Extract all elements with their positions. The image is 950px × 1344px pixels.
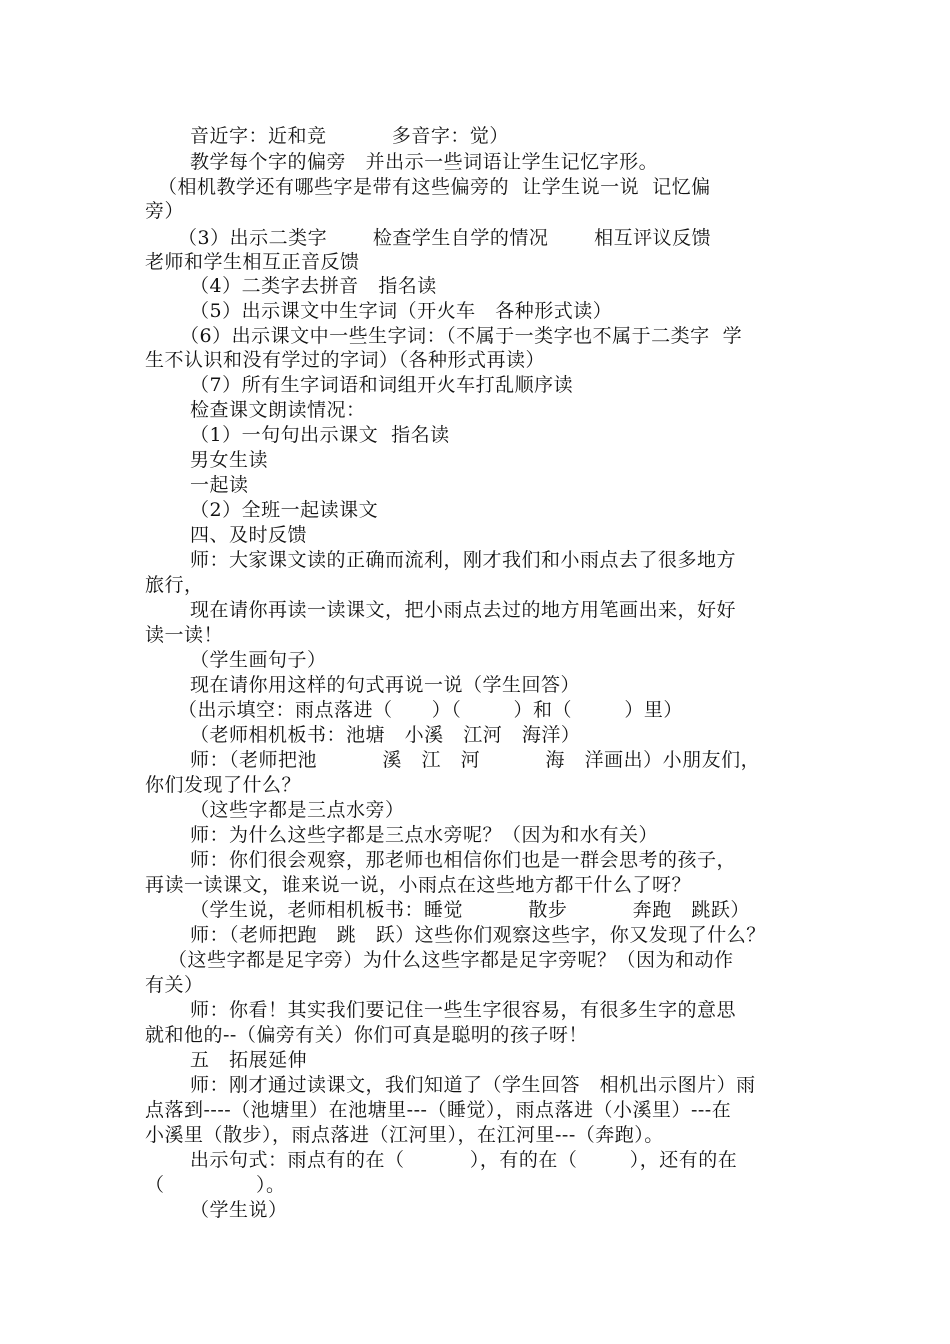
text-line: 读一读！ [145,624,224,646]
text-line: 音近字：近和竞 多音字：觉） [190,125,509,147]
text-line: （ ）。 [145,1174,286,1196]
text-line: 现在请你再读一读课文，把小雨点去过的地方用笔画出来，好好 [190,599,737,621]
text-line: （学生画句子） [190,649,327,671]
text-line: 检查课文朗读情况： [190,399,366,421]
text-line: （4）二类字去拼音 指名读 [190,275,437,297]
text-line: 点落到----（池塘里）在池塘里---（睡觉），雨点落进（小溪里）---在 [145,1099,732,1121]
text-line: （老师相机板书：池塘 小溪 江河 海洋） [190,724,581,746]
text-line: 男女生读 [190,449,269,471]
text-line: 就和他的--（偏旁有关）你们可真是聪明的孩子呀！ [145,1024,588,1046]
text-line: 师：（老师把池 溪 江 河 海 洋画出）小朋友们， [190,749,761,771]
text-line: 旅行， [145,574,204,596]
text-line: 你们发现了什么？ [145,774,302,796]
text-line: （6）出示课文中一些生字词：（不属于一类字也不属于二类字 学 [180,325,743,347]
text-line: （5）出示课文中生字词（开火车 各种形式读） [190,300,613,322]
text-line: 师：（老师把跑 跳 跃）这些你们观察这些字，你又发现了什么？ [190,924,766,946]
text-line: 出示句式：雨点有的在（ ），有的在（ ），还有的在 [190,1149,738,1171]
text-line: 师：你们很会观察，那老师也相信你们也是一群会思考的孩子， [190,849,737,871]
text-line: （1）一句句出示课文 指名读 [190,424,450,446]
text-line: 师：大家课文读的正确而流利，刚才我们和小雨点去了很多地方 [190,549,737,571]
text-line: 四、及时反馈 [190,524,308,546]
text-line: （相机教学还有哪些字是带有这些偏旁的 让学生说一说 记忆偏 [158,176,711,198]
text-line: 小溪里（散步），雨点落进（江河里），在江河里---（奔跑）。 [145,1124,664,1146]
text-line: 师：为什么这些字都是三点水旁呢？（因为和水有关） [190,824,659,846]
text-line: （7）所有生字词语和词组开火车打乱顺序读 [190,374,574,396]
text-line: 再读一读课文，谁来说一说，小雨点在这些地方都干什么了呀？ [145,874,692,896]
text-line: 师：你看！其实我们要记住一些生字很容易，有很多生字的意思 [190,999,737,1021]
text-line: 现在请你用这样的句式再说一说（学生回答） [190,674,581,696]
text-line: （3）出示二类字 检查学生自学的情况 相互评议反馈 [178,227,712,249]
text-line: 生不认识和没有学过的字词）（各种形式再读） [145,349,546,371]
text-line: 师：刚才通过读课文，我们知道了（学生回答 相机出示图片）雨 [190,1074,756,1096]
text-line: （学生说，老师相机板书：睡觉 散步 奔跑 跳跃） [190,899,750,921]
text-line: （这些字都是足字旁）为什么这些字都是足字旁呢？（因为和动作 [168,949,734,971]
text-line: 五 拓展延伸 [190,1049,308,1071]
text-line: 教学每个字的偏旁 并出示一些词语让学生记忆字形。 [190,151,659,173]
text-line: 老师和学生相互正音反馈 [145,251,360,273]
text-line: 有关） [145,974,204,996]
text-line: 一起读 [190,474,249,496]
text-line: （2）全班一起读课文 [190,499,379,521]
text-line: 旁） [145,200,185,222]
text-line: （学生说） [190,1199,288,1221]
text-line: （出示填空：雨点落进（ ）（ ）和（ ）里） [178,699,683,721]
text-line: （这些字都是三点水旁） [190,799,405,821]
